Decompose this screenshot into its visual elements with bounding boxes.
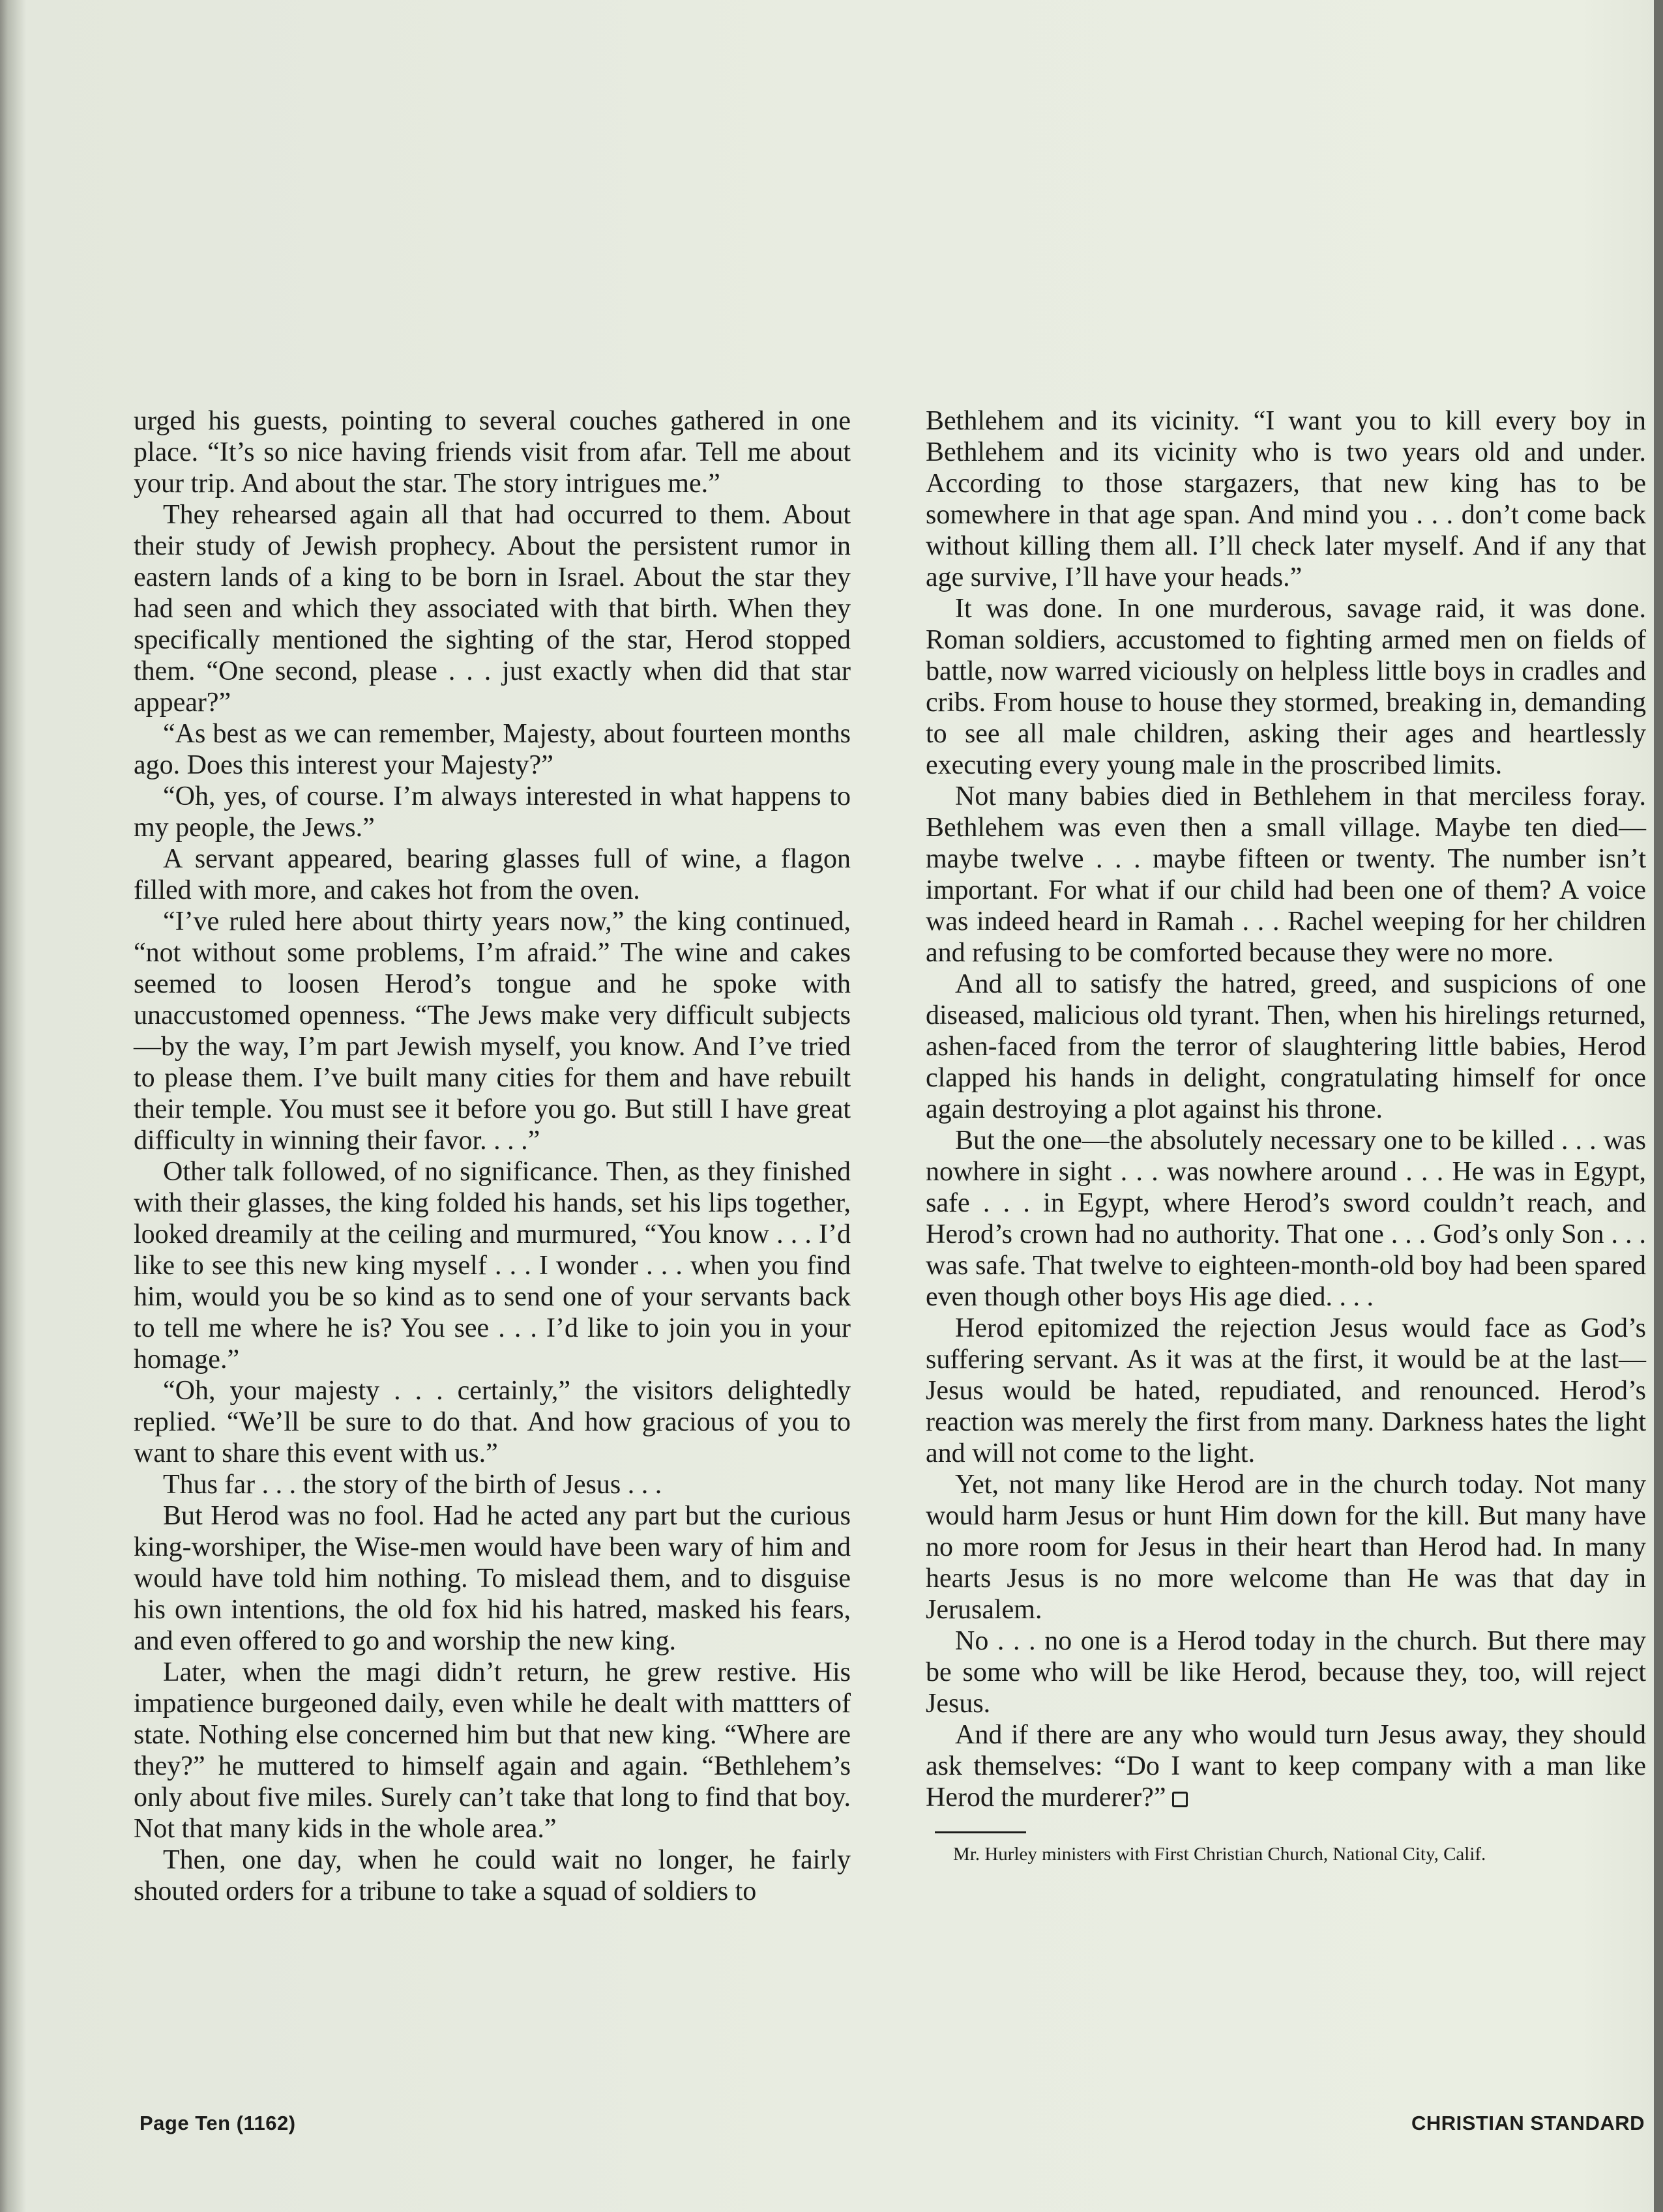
page-edge (1654, 0, 1663, 2212)
paragraph: But Herod was no fool. Had he acted any part but the curious king-worshiper, the Wise-men would have been wary of him and would have told him nothing. To mislead them, and to disguise his own intentions, the old fox hid his hatred, masked his fears, and even offered to go and worship the new king. (134, 1501, 851, 1656)
paragraph: Herod epitomized the rejection Jesus would face as God’s suffering servant. As it was at the first, it would be at the last—Jesus would be hated, repudiated, and renounced. Herod’s reaction was merely the first from many. Darkness hates the light and will not come to the light. (926, 1313, 1646, 1468)
paragraph-final-text: And if there are any who would turn Jesus away, they should ask themselves: “Do I want to keep company with a man like Herod the murderer?” (926, 1720, 1646, 1812)
paragraph-final (926, 1719, 1646, 1813)
paragraph: Later, when the magi didn’t return, he grew restive. His impatience burgeoned daily, even while he dealt with mattters of state. Nothing else concerned him but that new king. “Where are they?” he muttered to himself again and again. “Bethlehem’s only about five miles. Surely can’t take that long to find that boy. Not that many kids in the whole area.” (134, 1657, 851, 1844)
paragraph: And all to satisfy the hatred, greed, and suspicions of one diseased, malicious old tyrant. Then, when his hirelings returned, ashen-faced from the terror of slaughtering little babies, Herod clapped his hands in delight, congratulating himself for once again destroying a plot against his throne. (926, 969, 1646, 1124)
author-footnote: Mr. Hurley ministers with First Christian Church, National City, Calif. (953, 1844, 1486, 1865)
paragraph: Thus far . . . the story of the birth of Jesus . . . (163, 1470, 662, 1500)
paragraph: Yet, not many like Herod are in the church today. Not many would harm Jesus or hunt Him down for the kill. But many have no more room for Jesus in their heart than Herod had. In many hearts Jesus is no more welcome than He was that day in Jerusalem. (926, 1470, 1646, 1625)
paragraph: Then, one day, when he could wait no longer, he fairly shouted orders for a tribune to take a squad of soldiers to (134, 1845, 851, 1906)
paragraph: “I’ve ruled here about thirty years now,” the king continued, “not without some problems, I’m afraid.” The wine and cakes seemed to loosen Herod’s tongue and he spoke with unaccustomed openness. “The Jews make very difficult subjects—by the way, I’m part Jewish myself, you know. And I’ve tried to please them. I’ve built many cities for them and have rebuilt their temple. You must see it before you go. But still I have great difficulty in winning their favor. . . .” (134, 907, 851, 1156)
paragraph: No . . . no one is a Herod today in the church. But there may be some who will be like Herod, because they, too, will reject Jesus. (926, 1626, 1646, 1719)
paragraph: Not many babies died in Bethlehem in that merciless foray. Bethlehem was even then a small village. Maybe ten died—maybe twelve . . . maybe fifteen or twenty. The number isn’t important. For what if our child had been one of them? A voice was indeed heard in Ramah . . . Rachel weeping for her children and refusing to be comforted because they were no more. (926, 781, 1646, 968)
paragraph: “Oh, your majesty . . . certainly,” the visitors delightedly replied. “We’ll be sure to do that. And how gracious of you to want to share this event with us.” (134, 1376, 851, 1468)
paragraph: Other talk followed, of no significance. Then, as they finished with their glasses, the king folded his hands, set his lips together, looked dreamily at the ceiling and murmured, “You know . . . I’d like to see this new king myself . . . I wonder . . . when you find him, would you be so kind as to send one of your servants back to tell me where he is? You see . . . I’d like to join you in your homage.” (134, 1157, 851, 1375)
end-of-article-square-icon (1172, 1792, 1188, 1807)
paragraph: It was done. In one murderous, savage raid, it was done. Roman soldiers, accustomed to fighting armed men on fields of battle, now warred viciously on helpless little boys in cradles and cribs. From house to house they stormed, breaking in, demanding to see all male children, asking their ages and heartlessly executing every young male in the proscribed limits. (926, 594, 1646, 780)
paragraph: A servant appeared, bearing glasses full of wine, a flagon filled with more, and cakes hot from the oven. (134, 844, 851, 905)
paragraph: “Oh, yes, of course. I’m always interested in what happens to my people, the Jews.” (134, 781, 851, 843)
footnote-divider (935, 1831, 1026, 1833)
paragraph: But the one—the absolutely necessary one to be killed . . . was nowhere in sight . . . was nowhere around . . . He was in Egypt, safe . . . in Egypt, where Herod’s sword couldn’t reach, and Herod’s crown had no authority. That one . . . God’s only Son . . . was safe. That twelve to eighteen-month-old boy had been spared even though other boys His age died. . . . (926, 1126, 1646, 1312)
magazine-name: CHRISTIAN STANDARD (1411, 2112, 1645, 2134)
paragraph: urged his guests, pointing to several couches gathered in one place. “It’s so nice having friends visit from afar. Tell me about your trip. And about the star. The story intrigues me.” (134, 406, 851, 499)
paragraph: “As best as we can remember, Majesty, about fourteen months ago. Does this interest your Majesty?” (134, 719, 851, 780)
paragraph: They rehearsed again all that had occurred to them. About their study of Jewish prophecy. About the persistent rumor in eastern lands of a king to be born in Israel. About the star they had seen and which they associated with that birth. When they specifically mentioned the sighting of the star, Herod stopped them. “One second, please . . . just exactly when did that star appear?” (134, 500, 851, 718)
paragraph: Bethlehem and its vicinity. “I want you to kill every boy in Bethlehem and its vicinity who is two years old and under. According to those stargazers, that new king has to be somewhere in that age span. And mind you . . . don’t come back without killing them all. I’ll check later myself. And if any that age survive, I’ll have your heads.” (926, 406, 1646, 592)
left-column (134, 405, 851, 1907)
page-number-label: Page Ten (1162) (140, 2112, 296, 2134)
right-column (926, 405, 1646, 1866)
